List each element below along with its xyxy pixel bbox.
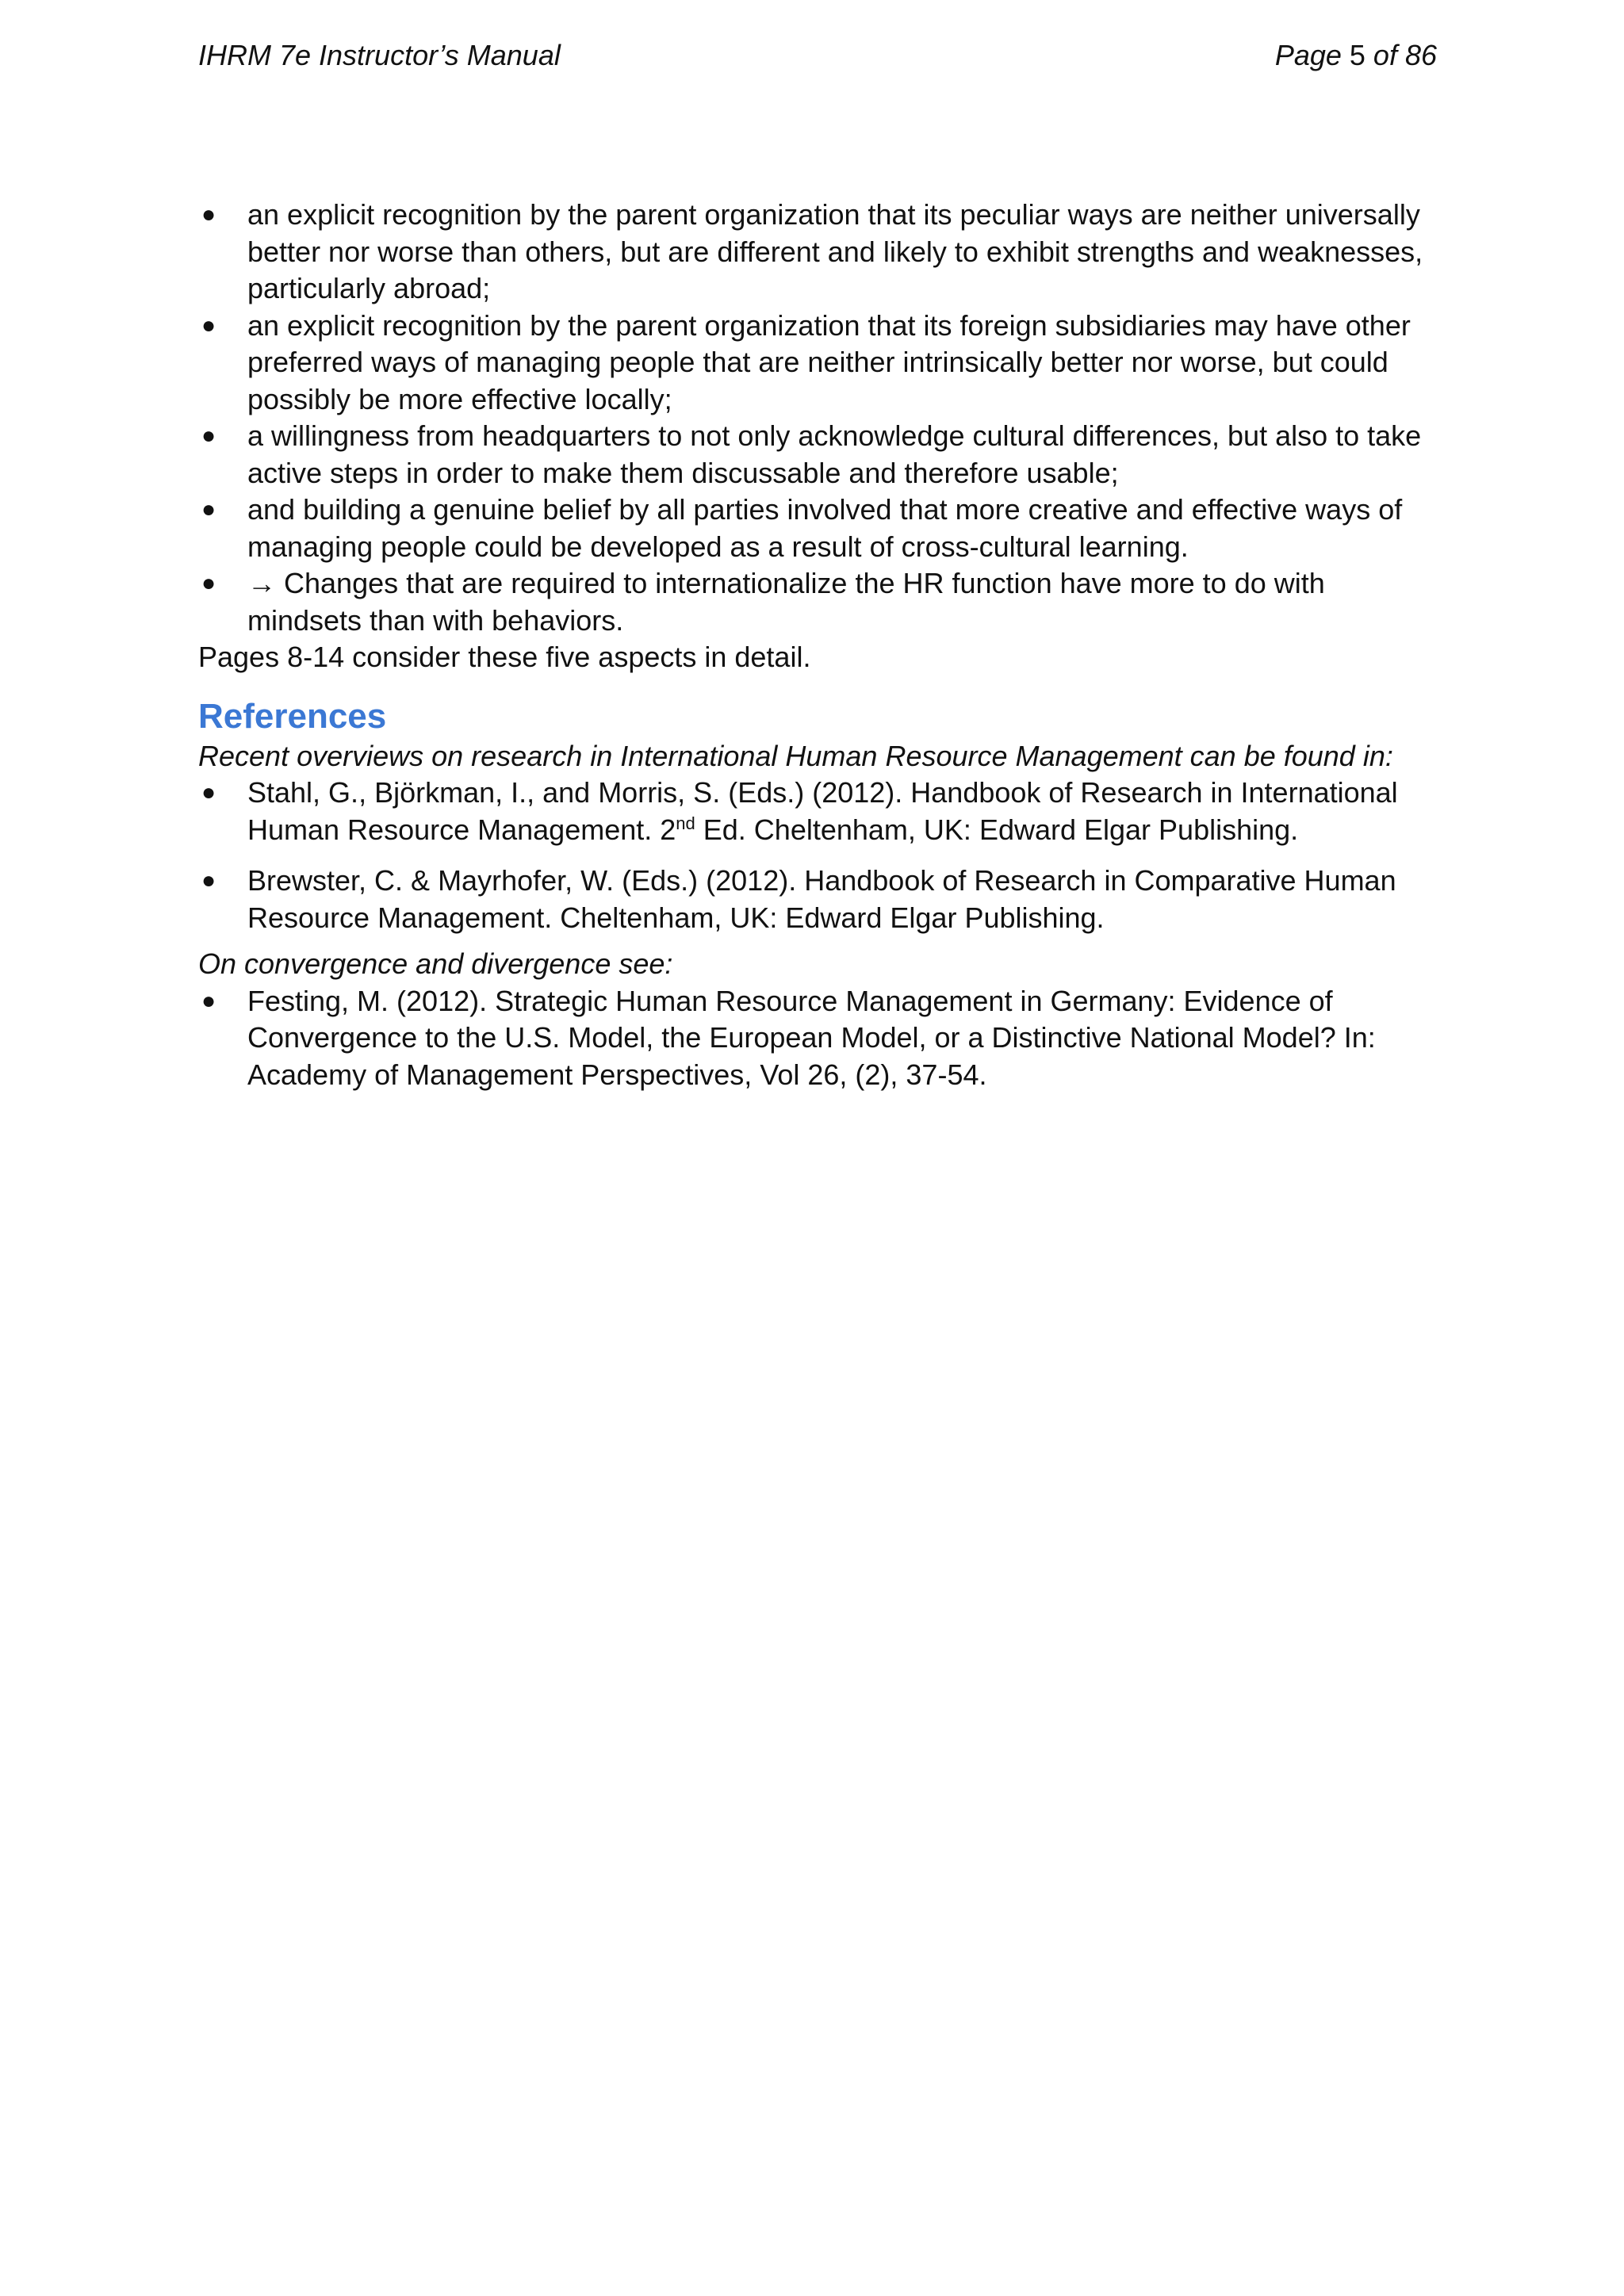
convergence-list	[198, 983, 1437, 1094]
page-total: of 86	[1365, 39, 1437, 71]
references-heading: References	[198, 696, 387, 736]
list-item: ● and building a genuine belief by all parties involved that more creative and effective ways of managing people could be developed as a result of cross-cultural learning.	[201, 493, 1403, 563]
reference-item: ● Brewster, C. & Mayrhofer, W. (Eds.) (2012). Handbook of Research in Comparative Human Resource Management. Cheltenham, UK: Edward Elgar Publishing.	[201, 864, 1396, 934]
bullet-icon: ●	[201, 496, 216, 522]
summary-paragraph: Pages 8-14 consider these five aspects in detail.	[198, 641, 811, 673]
references-list	[198, 775, 1437, 936]
bullet-icon: ●	[201, 201, 216, 228]
bullet-icon: ●	[201, 312, 216, 339]
manual-title: IHRM 7e Instructor’s Manual	[198, 39, 561, 71]
list-item: ● a willingness from headquarters to not only acknowledge cultural differences, but also to take active steps in order to make them discussable and therefore usable;	[201, 419, 1422, 489]
bullet-icon: ●	[201, 987, 216, 1014]
page-number: 5	[1349, 39, 1365, 71]
references-intro: Recent overviews on research in International Human Resource Management can be found in:	[198, 739, 1393, 772]
reference-item: ● Festing, M. (2012). Strategic Human Resource Management in Germany: Evidence of Convergence to the U.S. Model, the European Model, or a Distinctive National Model? In: Academy of Management Perspectives, Vol 26, (2), 37-54.	[201, 984, 1376, 1091]
aspects-list	[198, 197, 1437, 639]
page-prefix: Page	[1274, 39, 1350, 71]
list-item: ● → Changes that are required to internationalize the HR function have more to do with mindsets than with behaviors.	[201, 567, 1325, 637]
list-item: ● an explicit recognition by the parent organization that its peculiar ways are neither universally better nor worse than others, but are different and likely to exhibit strengths and weaknesses, particularly abroad;	[201, 198, 1423, 304]
reference-item: ● Stahl, G., Björkman, I., and Morris, S. (Eds.) (2012). Handbook of Research in International Human Resource Management. 2nd Ed. Cheltenham, UK: Edward Elgar Publishing.	[201, 776, 1398, 846]
list-item: ● an explicit recognition by the parent organization that its foreign subsidiaries may have other preferred ways of managing people that are neither intrinsically better nor worse, but could possibly be more effective locally;	[201, 308, 1411, 415]
bullet-icon: ●	[201, 779, 216, 806]
page-content	[198, 197, 1437, 1093]
bullet-icon: ●	[201, 423, 216, 449]
bullet-icon: ●	[201, 867, 216, 894]
bullet-icon: ●	[201, 570, 216, 596]
page-header	[198, 35, 1437, 76]
page-indicator	[1275, 35, 1437, 76]
convergence-intro: On convergence and divergence see:	[198, 947, 673, 980]
